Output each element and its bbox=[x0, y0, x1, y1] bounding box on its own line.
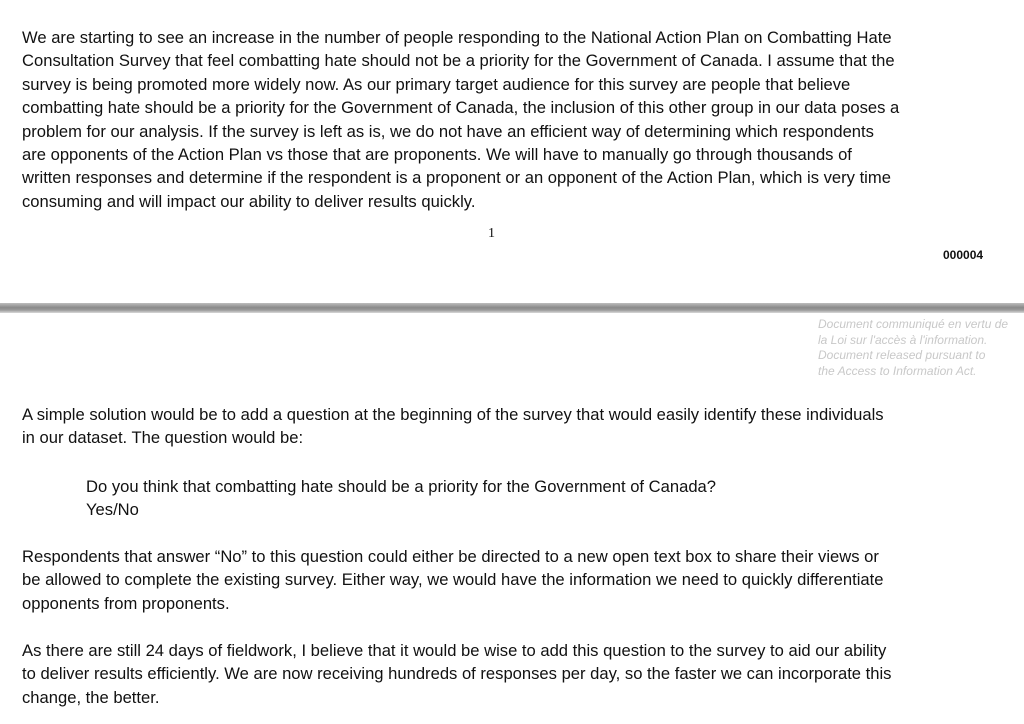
watermark-line: Document communiqué en vertu de bbox=[818, 317, 1009, 331]
page-separator bbox=[0, 303, 1024, 313]
paragraph-line: change, the better. bbox=[22, 687, 160, 707]
body-paragraph-survey-increase bbox=[22, 26, 992, 213]
paragraph-line: written responses and determine if the respondent is a proponent or an opponent of the Action Plan, which is very time bbox=[22, 168, 891, 188]
proposed-answer-options: Yes/No bbox=[86, 500, 139, 520]
paragraph-line: problem for our analysis. If the survey is left as is, we do not have an efficient way of determining which respondents bbox=[22, 121, 874, 141]
access-to-information-watermark bbox=[818, 317, 1008, 379]
page-number: 1 bbox=[488, 226, 495, 241]
paragraph-line: As there are still 24 days of fieldwork, I believe that it would be wise to add this question to the survey to aid our ability bbox=[22, 641, 887, 660]
paragraph-line: combatting hate should be a priority for the Government of Canada, the inclusion of this other group in our data poses a bbox=[22, 98, 900, 118]
watermark-line: la Loi sur l'accès à l'information. bbox=[818, 332, 988, 347]
body-paragraph-fieldwork bbox=[22, 639, 992, 709]
paragraph-line: Respondents that answer “No” to this question could either be directed to a new open text box to share their views or bbox=[22, 547, 879, 566]
paragraph-line: to deliver results efficiently. We are now receiving hundreds of responses per day, so the faster we can incorporate this bbox=[22, 664, 892, 684]
paragraph-line: survey is being promoted more widely now. As our primary target audience for this survey are people that believe bbox=[22, 74, 851, 94]
paragraph-line: We are starting to see an increase in the number of people responding to the National Action Plan on Combatting Hate bbox=[22, 28, 892, 47]
paragraph-line: be allowed to complete the existing survey. Either way, we would have the information we need to quickly differentiate bbox=[22, 570, 884, 590]
paragraph-line: consuming and will impact our ability to deliver results quickly. bbox=[22, 191, 476, 211]
proposed-question-block bbox=[86, 475, 716, 522]
document-page-top bbox=[0, 0, 1024, 304]
watermark-line: the Access to Information Act. bbox=[818, 363, 977, 378]
watermark-line: Document released pursuant to bbox=[818, 348, 986, 362]
body-paragraph-respondents bbox=[22, 545, 992, 615]
document-number: 000004 bbox=[943, 248, 984, 262]
paragraph-line: are opponents of the Action Plan vs those that are proponents. We will have to manually go through thousands of bbox=[22, 145, 852, 165]
proposed-question-text: Do you think that combatting hate should be a priority for the Government of Canada? bbox=[86, 477, 717, 496]
paragraph-line: in our dataset. The question would be: bbox=[22, 428, 304, 448]
paragraph-line: opponents from proponents. bbox=[22, 593, 230, 613]
paragraph-line: A simple solution would be to add a question at the beginning of the survey that would easily identify these individuals bbox=[22, 405, 884, 424]
paragraph-line: Consultation Survey that feel combatting hate should not be a priority for the Government of Canada. I assume that the bbox=[22, 51, 895, 71]
body-paragraph-simple-solution bbox=[22, 403, 992, 450]
